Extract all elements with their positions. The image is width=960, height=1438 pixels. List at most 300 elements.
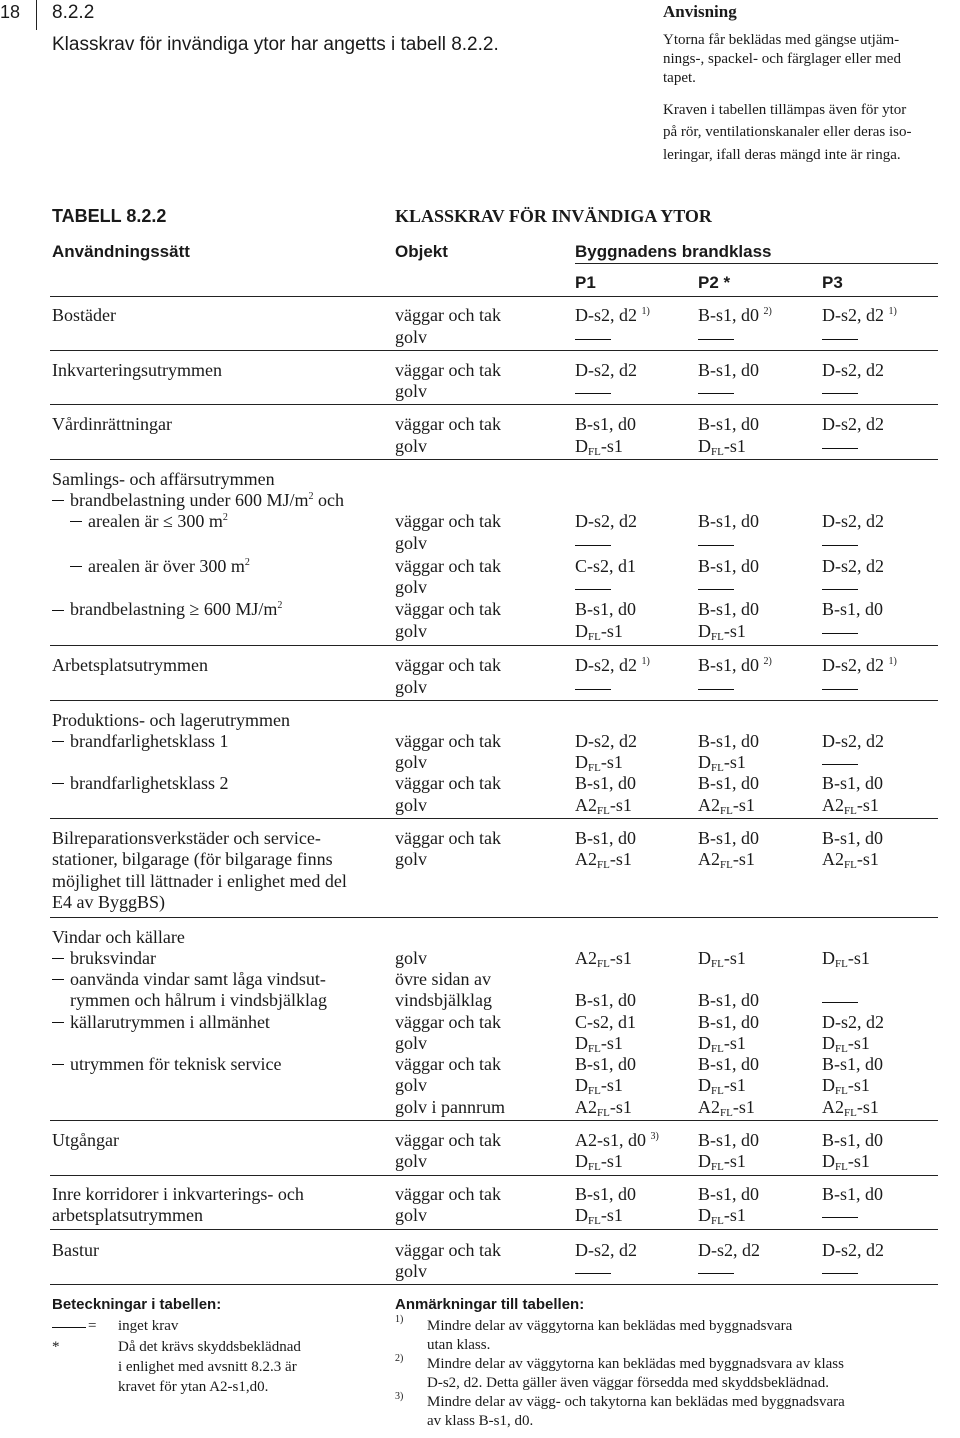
object-text (395, 773, 501, 794)
anvisning-heading: Anvisning (663, 2, 737, 21)
class-code: B-s1, d0 (698, 731, 760, 751)
class-value (575, 1012, 636, 1033)
class-suffix: -s1 (600, 621, 623, 641)
class-code: B-s1, d0 (822, 1184, 884, 1204)
no-requirement-dash (52, 1022, 64, 1023)
class-code: C-s2, d1 (575, 1012, 637, 1032)
class-suffix: -s1 (723, 1033, 746, 1053)
class-value (698, 1012, 759, 1033)
class-subscript: FL (711, 1161, 724, 1173)
object-text (395, 731, 501, 752)
class-subscript: FL (588, 446, 601, 458)
class-value (575, 1240, 637, 1261)
anvisning-line: på rör, ventilationskanaler eller deras iso- (663, 124, 912, 140)
class-subscript: FL (588, 1085, 601, 1097)
group-rule (50, 917, 938, 918)
text: vindsbjälklag (395, 990, 492, 1010)
header-p3: P3 (822, 273, 843, 292)
legend-star-line: kravet för ytan A2-s1,d0. (118, 1379, 269, 1395)
class-code: D-s2, d2 (575, 655, 637, 675)
class-code: D-s2, d2 (822, 731, 884, 751)
usage-text (70, 731, 228, 752)
class-value (698, 731, 759, 752)
class-code: B-s1, d0 (698, 990, 760, 1010)
object-text (395, 381, 427, 402)
no-requirement-dash (52, 783, 64, 784)
class-letter: A2 (575, 795, 597, 815)
text: väggar och tak (395, 414, 501, 434)
class-value (698, 795, 755, 816)
class-value (698, 511, 759, 532)
class-suffix: -s1 (856, 849, 879, 869)
text: golv (395, 1033, 428, 1053)
usage-text (70, 773, 228, 794)
no-requirement-dash (698, 545, 734, 546)
text: utrymmen för teknisk service (70, 1054, 282, 1074)
dash-symbol (52, 1327, 86, 1328)
class-suffix: -s1 (732, 1097, 755, 1117)
no-requirement-dash (822, 1002, 858, 1003)
no-requirement-dash (822, 393, 858, 394)
superscript: 2 (277, 600, 283, 611)
class-code: B-s1, d0 (698, 599, 760, 619)
no-requirement-dash (822, 339, 858, 340)
class-suffix: -s1 (723, 948, 746, 968)
no-requirement-dash (575, 339, 611, 340)
text: Bastur (52, 1240, 99, 1260)
no-requirement-dash (575, 1273, 611, 1274)
no-requirement-dash (70, 566, 82, 567)
text: E4 av ByggBS) (52, 892, 166, 912)
no-requirement-dash (52, 500, 64, 501)
class-subscript: FL (711, 1085, 724, 1097)
usage-text (52, 871, 347, 892)
class-value (575, 948, 632, 969)
class-letter: D (822, 1033, 835, 1053)
class-value (575, 731, 637, 752)
class-letter: A2 (698, 849, 720, 869)
usage-text (52, 892, 165, 913)
class-code: B-s1, d0 (698, 360, 760, 380)
class-code: D-s2, d2 (822, 360, 884, 380)
class-value (822, 773, 883, 794)
anvisning-line: nings-, spackel- och färglager eller med (663, 51, 901, 67)
class-value (822, 1240, 884, 1261)
no-requirement-dash (822, 633, 858, 634)
class-code: D-s2, d2 (575, 360, 637, 380)
class-value (575, 1097, 632, 1118)
class-code: B-s1, d0 (575, 828, 637, 848)
footnote-ref: 1) (888, 656, 897, 667)
section-text: Klasskrav för invändiga ytor har angetts i tabell 8.2.2. (52, 34, 499, 55)
class-value (575, 773, 636, 794)
no-requirement-dash (575, 689, 611, 690)
object-text (395, 1012, 501, 1033)
object-text (395, 1184, 501, 1205)
class-suffix: -s1 (856, 1097, 879, 1117)
class-code: B-s1, d0 (822, 599, 884, 619)
class-suffix: -s1 (723, 1075, 746, 1095)
class-value (822, 1054, 883, 1075)
class-letter: A2 (575, 849, 597, 869)
legend-star-line: Då det krävs skyddsbeklädnad (118, 1339, 301, 1355)
no-requirement-dash (822, 1217, 858, 1218)
text: golv (395, 381, 428, 401)
class-value (698, 828, 759, 849)
class-value (698, 849, 755, 870)
legend-heading: Beteckningar i tabellen: (52, 1296, 222, 1313)
notes-heading: Anmärkningar till tabellen: (395, 1296, 585, 1313)
footnote-ref: 1) (888, 306, 897, 317)
usage-text (70, 948, 156, 969)
object-text (395, 1075, 427, 1096)
class-code: B-s1, d0 (698, 1054, 760, 1074)
usage-text (88, 556, 250, 577)
usage-text (52, 360, 222, 381)
class-subscript: FL (588, 1043, 601, 1055)
no-requirement-dash (52, 1064, 64, 1065)
object-text (395, 948, 427, 969)
usage-text (52, 710, 290, 731)
header-fire-class: Byggnadens brandklass (575, 242, 772, 261)
text: väggar och tak (395, 1130, 501, 1150)
class-subscript: FL (835, 1161, 848, 1173)
legend-equals: = (88, 1318, 97, 1334)
group-rule (50, 1229, 938, 1230)
text: golv (395, 752, 428, 772)
usage-text (52, 828, 321, 849)
text: golv (395, 1151, 428, 1171)
object-text (395, 1054, 501, 1075)
text: arbetsplatsutrymmen (52, 1205, 203, 1225)
class-letter: D (698, 621, 711, 641)
class-value (698, 305, 772, 326)
class-value (698, 1151, 746, 1172)
class-code: D-s2, d2 (575, 305, 637, 325)
class-value (575, 621, 623, 642)
class-code: D-s2, d2 (822, 556, 884, 576)
class-value (822, 1075, 870, 1096)
class-code: D-s2, d2 (575, 511, 637, 531)
usage-text (52, 1240, 99, 1261)
text: stationer, bilgarage (för bilgarage finns (52, 849, 333, 869)
object-text (395, 1261, 427, 1282)
usage-text (70, 990, 327, 1011)
class-value (822, 849, 879, 870)
anvisning-line: Kraven i tabellen tillämpas även för ytor (663, 102, 907, 118)
class-value (698, 752, 746, 773)
class-value (822, 305, 897, 326)
object-text (395, 828, 501, 849)
class-letter: D (575, 752, 588, 772)
class-value (575, 849, 632, 870)
class-code: B-s1, d0 (698, 511, 760, 531)
class-suffix: -s1 (732, 795, 755, 815)
class-letter: A2 (698, 1097, 720, 1117)
class-subscript: FL (597, 805, 610, 817)
text: golv (395, 1205, 428, 1225)
class-subscript: FL (720, 1107, 733, 1119)
class-subscript: FL (835, 958, 848, 970)
class-value (822, 556, 884, 577)
class-letter: A2 (575, 1097, 597, 1117)
class-value (698, 436, 746, 457)
class-value (822, 655, 897, 676)
usage-text (52, 469, 275, 490)
no-requirement-dash (822, 1273, 858, 1274)
class-code: B-s1, d0 (698, 1130, 760, 1150)
text: 300 m (177, 511, 223, 531)
class-code: B-s1, d0 (575, 990, 637, 1010)
no-requirement-dash (822, 589, 858, 590)
object-text (395, 969, 491, 990)
class-value (575, 360, 637, 381)
footnote-ref: 2) (763, 306, 772, 317)
class-subscript: FL (588, 631, 601, 643)
text: Inkvarteringsutrymmen (52, 360, 222, 380)
class-letter: A2 (822, 1097, 844, 1117)
class-value (698, 621, 746, 642)
object-text (395, 305, 501, 326)
class-value (575, 414, 636, 435)
class-suffix: -s1 (847, 1075, 870, 1095)
class-value (575, 556, 636, 577)
text: Vårdinrättningar (52, 414, 172, 434)
usage-text (70, 1012, 270, 1033)
class-code: B-s1, d0 (575, 773, 637, 793)
text: brandfarlighetsklass 1 (70, 731, 229, 751)
class-suffix: -s1 (600, 1205, 623, 1225)
text: golv (395, 948, 428, 968)
legend-star: * (52, 1339, 60, 1355)
text: väggar och tak (395, 599, 501, 619)
class-letter: A2 (822, 849, 844, 869)
class-code: B-s1, d0 (822, 828, 884, 848)
text: väggar och tak (395, 511, 501, 531)
text: väggar och tak (395, 828, 501, 848)
class-subscript: FL (711, 1215, 724, 1227)
class-code: D-s2, d2 (698, 1240, 760, 1260)
class-code: B-s1, d0 (698, 655, 760, 675)
class-value (575, 828, 636, 849)
class-value (575, 655, 650, 676)
text: 600 MJ/m (203, 599, 278, 619)
class-code: D-s2, d2 (575, 1240, 637, 1260)
no-requirement-dash (575, 393, 611, 394)
header-bottom-rule (50, 296, 938, 297)
text: golv (395, 577, 428, 597)
note-line: av klass B-s1, d0. (427, 1413, 534, 1429)
class-letter: D (575, 1151, 588, 1171)
header-p1: P1 (575, 273, 596, 292)
text: oanvända vindar samt låga vindsut- (70, 969, 326, 989)
class-value (575, 1205, 623, 1226)
class-letter: D (698, 1075, 711, 1095)
note-line: Mindre delar av väggytorna kan beklädas med byggnadsvara av klass (427, 1356, 844, 1372)
no-requirement-dash (698, 393, 734, 394)
class-value (822, 828, 883, 849)
class-code: B-s1, d0 (575, 414, 637, 434)
object-text (395, 1151, 427, 1172)
text: bruksvindar (70, 948, 156, 968)
class-letter: D (698, 752, 711, 772)
header-object: Objekt (395, 242, 448, 261)
object-text (395, 511, 501, 532)
no-requirement-dash (52, 958, 64, 959)
text: övre sidan av (395, 969, 491, 989)
object-text (395, 849, 427, 870)
class-code: B-s1, d0 (822, 773, 884, 793)
class-value (698, 414, 759, 435)
class-value (698, 990, 759, 1011)
class-value (698, 360, 759, 381)
text: väggar och tak (395, 1012, 501, 1032)
class-value (698, 948, 746, 969)
class-value (575, 1184, 636, 1205)
note-mark: 1) (395, 1314, 404, 1325)
superscript: 2 (222, 512, 228, 523)
note-mark: 2) (395, 1353, 404, 1364)
group-rule (50, 818, 938, 819)
footnote-ref: 1) (641, 656, 650, 667)
class-value (575, 436, 623, 457)
text: golv (395, 436, 428, 456)
usage-text (52, 655, 208, 676)
no-requirement-dash (575, 589, 611, 590)
text: Samlings- och affärsutrymmen (52, 469, 275, 489)
text: golv (395, 795, 428, 815)
group-rule (50, 645, 938, 646)
note-line: D-s2, d2. Detta gäller även väggar försedda med skyddsbeklädnad. (427, 1375, 829, 1391)
class-value (822, 1184, 883, 1205)
class-letter: D (575, 621, 588, 641)
class-value (575, 795, 632, 816)
class-suffix: -s1 (609, 1097, 632, 1117)
class-suffix: -s1 (609, 849, 632, 869)
text: väggar och tak (395, 1054, 501, 1074)
class-subscript: FL (597, 1107, 610, 1119)
object-text (395, 1033, 427, 1054)
usage-text: brandbelastning ≥ 600 $MJ/m^2$ (70, 599, 283, 619)
class-value (698, 655, 772, 676)
text: väggar och tak (395, 773, 501, 793)
class-code: B-s1, d0 (698, 414, 760, 434)
class-letter: D (698, 948, 711, 968)
no-requirement-dash (822, 448, 858, 449)
class-value (698, 773, 759, 794)
class-value (575, 752, 623, 773)
class-suffix: -s1 (723, 752, 746, 772)
text: väggar och tak (395, 556, 501, 576)
class-value (698, 599, 759, 620)
object-text (395, 621, 427, 642)
object-text (395, 414, 501, 435)
object-text (395, 1240, 501, 1261)
superscript: 2 (308, 491, 314, 502)
class-value (575, 1054, 636, 1075)
object-text (395, 327, 427, 348)
group-rule (50, 1284, 938, 1285)
usage-text (52, 1130, 119, 1151)
class-subscript: FL (720, 859, 733, 871)
class-letter: D (822, 948, 835, 968)
text: brandbelastning under 600 MJ/m (70, 490, 309, 510)
class-letter: D (575, 1205, 588, 1225)
no-requirement-dash (822, 689, 858, 690)
object-text (395, 360, 501, 381)
text: golv (395, 533, 428, 553)
class-subscript: FL (588, 762, 601, 774)
class-value (698, 1240, 760, 1261)
usage-text (52, 1205, 203, 1226)
class-code: B-s1, d0 (575, 599, 637, 619)
class-letter: D (575, 436, 588, 456)
class-code: B-s1, d0 (698, 773, 760, 793)
text: Produktions- och lagerutrymmen (52, 710, 290, 730)
class-value (575, 305, 650, 326)
class-value (575, 1151, 623, 1172)
class-code: B-s1, d0 (575, 1184, 637, 1204)
class-value (698, 1097, 755, 1118)
class-subscript: FL (711, 1043, 724, 1055)
usage-text (70, 490, 344, 511)
group-rule (50, 404, 938, 405)
class-value (575, 990, 636, 1011)
class-code: D-s2, d2 (822, 511, 884, 531)
table-title: KLASSKRAV FÖR INVÄNDIGA YTOR (395, 206, 712, 226)
group-rule (50, 700, 938, 701)
class-suffix: -s1 (732, 849, 755, 869)
usage-text (52, 1184, 304, 1205)
no-requirement-dash (822, 545, 858, 546)
class-subscript: FL (711, 631, 724, 643)
class-code: A2-s1, d0 (575, 1130, 646, 1150)
text: väggar och tak (395, 1240, 501, 1260)
class-value (575, 1075, 623, 1096)
class-suffix: -s1 (723, 436, 746, 456)
class-code: B-s1, d0 (698, 828, 760, 848)
class-letter: D (575, 1033, 588, 1053)
class-letter: D (698, 1205, 711, 1225)
usage-text (70, 1054, 281, 1075)
note-mark: 3) (395, 1391, 404, 1402)
class-code: B-s1, d0 (822, 1130, 884, 1150)
text: källarutrymmen i allmänhet (70, 1012, 270, 1032)
class-code: B-s1, d0 (575, 1054, 637, 1074)
text: väggar och tak (395, 731, 501, 751)
class-letter: D (698, 1033, 711, 1053)
group-rule (50, 1175, 938, 1176)
group-rule (50, 350, 938, 351)
class-subscript: FL (835, 1043, 848, 1055)
legend-star-line: i enlighet med avsnitt 8.2.3 är (118, 1359, 297, 1375)
class-subscript: FL (720, 805, 733, 817)
class-code: B-s1, d0 (698, 556, 760, 576)
text: väggar och tak (395, 305, 501, 325)
class-value (822, 795, 879, 816)
note-line: utan klass. (427, 1337, 491, 1353)
class-value (698, 1033, 746, 1054)
no-requirement-dash (52, 610, 64, 611)
class-suffix: -s1 (600, 752, 623, 772)
class-subscript: FL (597, 859, 610, 871)
class-subscript: FL (597, 958, 610, 970)
class-code: B-s1, d0 (698, 1012, 760, 1032)
class-value (822, 1130, 883, 1151)
margin-rule (36, 0, 37, 30)
object-text (395, 677, 427, 698)
header-rule (575, 263, 938, 264)
